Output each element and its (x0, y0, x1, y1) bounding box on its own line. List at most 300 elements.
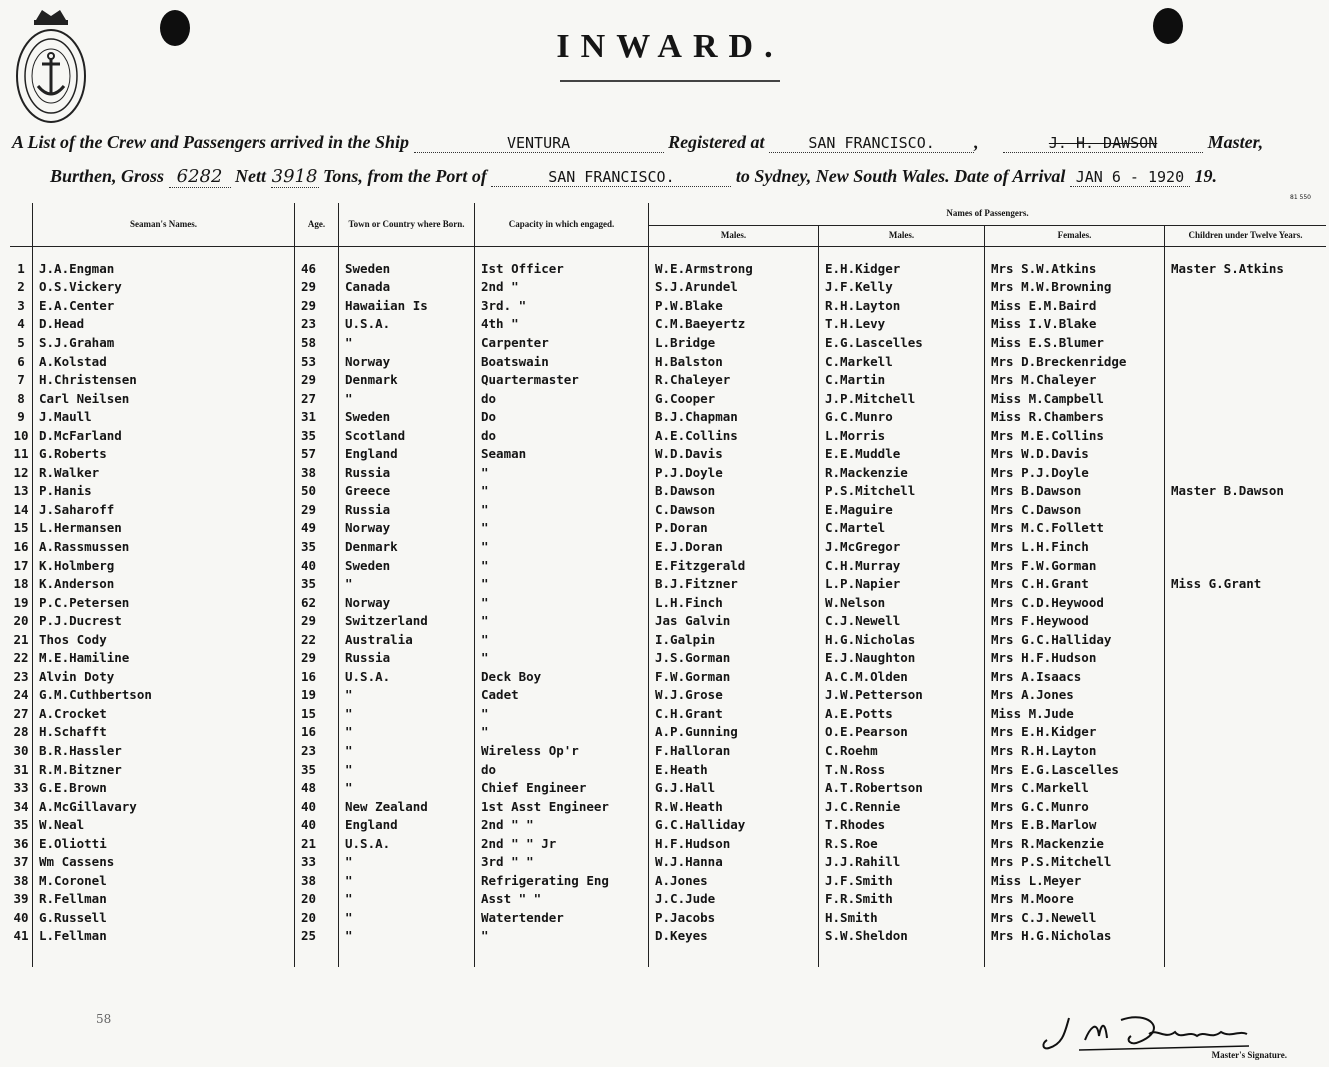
age: 16 (295, 667, 339, 686)
table-row (10, 778, 1326, 797)
birthplace: " (339, 389, 475, 408)
passenger-male-1: W.J.Grose (649, 686, 819, 705)
table-row (10, 278, 1326, 297)
passenger-child (1165, 519, 1327, 538)
passenger-male-1: L.H.Finch (649, 593, 819, 612)
birthplace: " (339, 686, 475, 705)
row-number: 12 (13, 464, 29, 480)
passenger-male-2: A.C.M.Olden (819, 667, 985, 686)
seaman-name: D.Head (33, 315, 295, 334)
arrival-date: JAN 6 - 1920 (1070, 168, 1190, 187)
table-row (10, 519, 1326, 538)
table-row (10, 482, 1326, 501)
passenger-male-2: R.Mackenzie (819, 463, 985, 482)
passenger-female: Mrs M.Chaleyer (985, 370, 1165, 389)
birthplace: Denmark (339, 537, 475, 556)
row-number: 15 (13, 520, 29, 536)
capacity: Cadet (475, 686, 649, 705)
capacity: " (475, 519, 649, 538)
seaman-name: M.E.Hamiline (33, 648, 295, 667)
table-row (10, 815, 1326, 834)
row-number: 11 (13, 446, 29, 462)
master-signature (1039, 1010, 1269, 1054)
table-row (10, 463, 1326, 482)
seaman-name: K.Holmberg (33, 556, 295, 575)
seaman-name: Carl Neilsen (33, 389, 295, 408)
seaman-name: A.Rassmussen (33, 537, 295, 556)
age: 35 (295, 426, 339, 445)
nett-tons: 3918 (271, 166, 318, 187)
passenger-male-1: C.Dawson (649, 500, 819, 519)
passenger-male-1: F.W.Gorman (649, 667, 819, 686)
capacity: " (475, 723, 649, 742)
passenger-male-2: W.Nelson (819, 593, 985, 612)
passenger-child (1165, 593, 1327, 612)
capacity: do (475, 760, 649, 779)
header-capacity: Capacity in which engaged. (475, 203, 649, 247)
passenger-child (1165, 389, 1327, 408)
table-row (10, 648, 1326, 667)
passenger-male-1: C.M.Baeyertz (649, 315, 819, 334)
punch-hole-left (160, 10, 190, 46)
age: 25 (295, 927, 339, 968)
seaman-name: M.Coronel (33, 871, 295, 890)
row-number: 10 (13, 427, 29, 443)
passenger-male-1: D.Keyes (649, 927, 819, 968)
row-number: 1 (17, 260, 25, 276)
passenger-male-1: L.Bridge (649, 333, 819, 352)
table-row (10, 537, 1326, 556)
row-number: 3 (17, 297, 25, 313)
table-row (10, 556, 1326, 575)
passenger-female: Mrs P.J.Doyle (985, 463, 1165, 482)
passenger-male-1: G.Cooper (649, 389, 819, 408)
age: 50 (295, 482, 339, 501)
passenger-male-2: R.H.Layton (819, 296, 985, 315)
row-number: 27 (13, 705, 29, 721)
document-title: INWARD. (556, 28, 784, 65)
seaman-name: G.Russell (33, 908, 295, 927)
age: 29 (295, 611, 339, 630)
table-row (10, 927, 1326, 968)
row-number: 38 (13, 872, 29, 888)
table-row (10, 704, 1326, 723)
table-row (10, 686, 1326, 705)
passenger-male-2: C.Martin (819, 370, 985, 389)
row-number: 13 (13, 483, 29, 499)
row-number: 39 (13, 891, 29, 907)
passenger-male-1: I.Galpin (649, 630, 819, 649)
passenger-male-2: E.E.Muddle (819, 444, 985, 463)
capacity: " (475, 500, 649, 519)
table-row (10, 853, 1326, 872)
row-number: 40 (13, 909, 29, 925)
capacity: do (475, 426, 649, 445)
passenger-male-2: J.F.Kelly (819, 278, 985, 297)
age: 53 (295, 352, 339, 371)
age: 29 (295, 296, 339, 315)
margin-note: 58 (96, 1012, 112, 1026)
table-row (10, 760, 1326, 779)
row-number: 20 (13, 613, 29, 629)
row-number: 21 (13, 631, 29, 647)
seaman-name: R.Fellman (33, 890, 295, 909)
passenger-female: Mrs R.Mackenzie (985, 834, 1165, 853)
seaman-name: Thos Cody (33, 630, 295, 649)
passenger-child (1165, 370, 1327, 389)
age: 38 (295, 463, 339, 482)
passenger-male-1: B.Dawson (649, 482, 819, 501)
passenger-male-2: C.Martel (819, 519, 985, 538)
passenger-child (1165, 556, 1327, 575)
capacity: Wireless Op'r (475, 741, 649, 760)
seaman-name: Wm Cassens (33, 853, 295, 872)
passenger-male-2: T.N.Ross (819, 760, 985, 779)
row-number: 19 (13, 594, 29, 610)
birthplace: Sweden (339, 407, 475, 426)
birthplace: New Zealand (339, 797, 475, 816)
passenger-male-1: C.H.Grant (649, 704, 819, 723)
birthplace: U.S.A. (339, 315, 475, 334)
passenger-child (1165, 426, 1327, 445)
capacity: " (475, 537, 649, 556)
passenger-female: Miss M.Jude (985, 704, 1165, 723)
passenger-female: Mrs M.Moore (985, 890, 1165, 909)
capacity: " (475, 482, 649, 501)
passenger-child (1165, 463, 1327, 482)
passenger-child (1165, 611, 1327, 630)
age: 20 (295, 908, 339, 927)
signature-label: Master's Signature. (1211, 1050, 1287, 1060)
passenger-male-1: B.J.Fitzner (649, 574, 819, 593)
passenger-child (1165, 667, 1327, 686)
passenger-female: Mrs A.Jones (985, 686, 1165, 705)
table-row (10, 426, 1326, 445)
age: 20 (295, 890, 339, 909)
passenger-male-1: J.C.Jude (649, 890, 819, 909)
birthplace: " (339, 333, 475, 352)
row-number: 8 (17, 390, 25, 406)
header-females: Females. (985, 226, 1165, 247)
passenger-male-1: Jas Galvin (649, 611, 819, 630)
capacity: " (475, 648, 649, 667)
passenger-child (1165, 741, 1327, 760)
passenger-child (1165, 834, 1327, 853)
passenger-male-2: C.H.Murray (819, 556, 985, 575)
passenger-male-2: O.E.Pearson (819, 723, 985, 742)
capacity: 4th " (475, 315, 649, 334)
birthplace: Norway (339, 519, 475, 538)
passenger-female: Mrs E.H.Kidger (985, 723, 1165, 742)
passenger-male-1: H.F.Hudson (649, 834, 819, 853)
birthplace: Sweden (339, 247, 475, 278)
seaman-name: H.Schafft (33, 723, 295, 742)
table-row (10, 797, 1326, 816)
header-line-1: A List of the Crew and Passengers arrived in the Ship VENTURA Registered at SAN FRANCISCO. , J. H. DAWSON Master, (12, 132, 1264, 152)
table-row (10, 908, 1326, 927)
passenger-male-1: E.Fitzgerald (649, 556, 819, 575)
age: 22 (295, 630, 339, 649)
capacity: Seaman (475, 444, 649, 463)
seaman-name: A.Kolstad (33, 352, 295, 371)
passenger-child (1165, 797, 1327, 816)
header-line-2: Burthen, Gross 6282 Nett 3918 Tons, from the Port of SAN FRANCISCO. to Sydney, New South Wales. Date of Arrival JAN 6 - 1920 19. (50, 166, 1217, 187)
passenger-male-2: L.Morris (819, 426, 985, 445)
passenger-male-2: A.T.Robertson (819, 778, 985, 797)
punch-hole-right (1153, 8, 1183, 44)
header-passengers: Names of Passengers. (649, 203, 1327, 226)
passenger-male-2: J.C.Rennie (819, 797, 985, 816)
capacity: 3rd " " (475, 853, 649, 872)
birthplace: England (339, 444, 475, 463)
birthplace: Scotland (339, 426, 475, 445)
row-number: 37 (13, 854, 29, 870)
seaman-name: G.Roberts (33, 444, 295, 463)
passenger-male-1: S.J.Arundel (649, 278, 819, 297)
passenger-child (1165, 407, 1327, 426)
seaman-name: G.E.Brown (33, 778, 295, 797)
row-number: 24 (13, 687, 29, 703)
seaman-name: L.Hermansen (33, 519, 295, 538)
age: 58 (295, 333, 339, 352)
birthplace: Canada (339, 278, 475, 297)
passenger-child (1165, 296, 1327, 315)
passenger-female: Mrs C.Markell (985, 778, 1165, 797)
row-number: 30 (13, 742, 29, 758)
row-number: 16 (13, 538, 29, 554)
age: 29 (295, 278, 339, 297)
passenger-child: Master S.Atkins (1165, 247, 1327, 278)
capacity: Refrigerating Eng (475, 871, 649, 890)
passenger-child (1165, 815, 1327, 834)
age: 21 (295, 834, 339, 853)
seaman-name: P.C.Petersen (33, 593, 295, 612)
table-row (10, 389, 1326, 408)
capacity: Deck Boy (475, 667, 649, 686)
passenger-child (1165, 315, 1327, 334)
birthplace: " (339, 723, 475, 742)
passenger-child: Master B.Dawson (1165, 482, 1327, 501)
birthplace: " (339, 890, 475, 909)
passenger-male-2: R.S.Roe (819, 834, 985, 853)
passenger-female: Mrs C.J.Newell (985, 908, 1165, 927)
row-number: 6 (17, 353, 25, 369)
passenger-male-1: E.Heath (649, 760, 819, 779)
seaman-name: J.A.Engman (33, 247, 295, 278)
age: 46 (295, 247, 339, 278)
passenger-female: Mrs E.G.Lascelles (985, 760, 1165, 779)
passenger-child (1165, 444, 1327, 463)
capacity: " (475, 704, 649, 723)
capacity: Chief Engineer (475, 778, 649, 797)
passenger-female: Mrs L.H.Finch (985, 537, 1165, 556)
passenger-female: Mrs M.C.Follett (985, 519, 1165, 538)
birthplace: Russia (339, 648, 475, 667)
birthplace: Denmark (339, 370, 475, 389)
seaman-name: B.R.Hassler (33, 741, 295, 760)
header-text-2b: Nett (235, 166, 267, 186)
passenger-male-2: F.R.Smith (819, 890, 985, 909)
passenger-female: Mrs S.W.Atkins (985, 247, 1165, 278)
row-number: 14 (13, 501, 29, 517)
age: 29 (295, 500, 339, 519)
birthplace: Sweden (339, 556, 475, 575)
passenger-child (1165, 927, 1327, 968)
passenger-female: Mrs G.C.Munro (985, 797, 1165, 816)
row-number: 22 (13, 650, 29, 666)
table-row (10, 834, 1326, 853)
capacity: 2nd " " Jr (475, 834, 649, 853)
capacity: Watertender (475, 908, 649, 927)
capacity: " (475, 611, 649, 630)
birthplace: U.S.A. (339, 834, 475, 853)
passenger-male-1: R.W.Heath (649, 797, 819, 816)
table-row (10, 723, 1326, 742)
birthplace: " (339, 927, 475, 968)
passenger-female: Mrs G.C.Halliday (985, 630, 1165, 649)
seaman-name: G.M.Cuthbertson (33, 686, 295, 705)
row-number: 28 (13, 724, 29, 740)
passenger-female: Miss I.V.Blake (985, 315, 1165, 334)
seaman-name: A.McGillavary (33, 797, 295, 816)
passenger-male-1: G.C.Halliday (649, 815, 819, 834)
passenger-male-2: E.G.Lascelles (819, 333, 985, 352)
passenger-child (1165, 333, 1327, 352)
passenger-female: Mrs F.W.Gorman (985, 556, 1165, 575)
birthplace: Norway (339, 352, 475, 371)
passenger-child (1165, 908, 1327, 927)
passenger-male-1: H.Balston (649, 352, 819, 371)
passenger-male-2: L.P.Napier (819, 574, 985, 593)
age: 29 (295, 370, 339, 389)
from-port: SAN FRANCISCO. (491, 168, 731, 187)
age: 31 (295, 407, 339, 426)
birthplace: " (339, 760, 475, 779)
passenger-male-2: G.C.Munro (819, 407, 985, 426)
capacity: 3rd. " (475, 296, 649, 315)
master-name: J. H. DAWSON (1003, 134, 1203, 153)
passenger-child (1165, 890, 1327, 909)
capacity: 2nd " (475, 278, 649, 297)
birthplace: U.S.A. (339, 667, 475, 686)
birthplace: " (339, 778, 475, 797)
table-row (10, 315, 1326, 334)
passenger-male-1: P.Doran (649, 519, 819, 538)
seaman-name: O.S.Vickery (33, 278, 295, 297)
crew-passenger-table (10, 203, 1326, 967)
birthplace: Hawaiian Is (339, 296, 475, 315)
age: 35 (295, 760, 339, 779)
title-rule (560, 80, 780, 82)
row-number: 34 (13, 798, 29, 814)
header-text-2c: Tons, from the Port of (323, 166, 487, 186)
birthplace: Norway (339, 593, 475, 612)
seaman-name: R.Walker (33, 463, 295, 482)
row-number: 23 (13, 668, 29, 684)
row-number: 35 (13, 817, 29, 833)
capacity: " (475, 927, 649, 968)
passenger-female: Mrs H.G.Nicholas (985, 927, 1165, 968)
row-number: 31 (13, 761, 29, 777)
capacity: Quartermaster (475, 370, 649, 389)
capacity: " (475, 556, 649, 575)
seaman-name: D.McFarland (33, 426, 295, 445)
passenger-male-1: G.J.Hall (649, 778, 819, 797)
passenger-male-2: J.W.Petterson (819, 686, 985, 705)
seaman-name: P.Hanis (33, 482, 295, 501)
passenger-child (1165, 630, 1327, 649)
age: 35 (295, 574, 339, 593)
passenger-female: Mrs C.Dawson (985, 500, 1165, 519)
passenger-female: Miss E.M.Baird (985, 296, 1165, 315)
passenger-child (1165, 778, 1327, 797)
passenger-female: Mrs C.H.Grant (985, 574, 1165, 593)
table-row (10, 630, 1326, 649)
birthplace: Russia (339, 463, 475, 482)
passenger-male-1: R.Chaleyer (649, 370, 819, 389)
passenger-male-2: H.Smith (819, 908, 985, 927)
age: 35 (295, 537, 339, 556)
passenger-female: Mrs M.W.Browning (985, 278, 1165, 297)
table-row (10, 352, 1326, 371)
row-number: 36 (13, 835, 29, 851)
age: 57 (295, 444, 339, 463)
capacity: " (475, 574, 649, 593)
passenger-child (1165, 648, 1327, 667)
table-row (10, 574, 1326, 593)
passenger-male-1: W.E.Armstrong (649, 247, 819, 278)
passenger-female: Mrs B.Dawson (985, 482, 1165, 501)
passenger-female: Miss L.Meyer (985, 871, 1165, 890)
header-seaman: Seaman's Names. (33, 203, 295, 247)
table-body (10, 247, 1326, 968)
row-number: 17 (13, 557, 29, 573)
table-row (10, 247, 1326, 278)
seaman-name: R.M.Bitzner (33, 760, 295, 779)
capacity: Do (475, 407, 649, 426)
row-number: 4 (17, 316, 25, 332)
birthplace: Greece (339, 482, 475, 501)
age: 62 (295, 593, 339, 612)
seaman-name: H.Christensen (33, 370, 295, 389)
passenger-child (1165, 278, 1327, 297)
row-number: 7 (17, 372, 25, 388)
header-text-1b: Registered at (668, 132, 765, 152)
age: 40 (295, 797, 339, 816)
table-row (10, 370, 1326, 389)
passenger-male-1: W.D.Davis (649, 444, 819, 463)
age: 40 (295, 815, 339, 834)
table-row (10, 611, 1326, 630)
age: 15 (295, 704, 339, 723)
birthplace: England (339, 815, 475, 834)
header-text-2a: Burthen, Gross (50, 166, 165, 186)
passenger-male-1: A.Jones (649, 871, 819, 890)
capacity: Boatswain (475, 352, 649, 371)
age: 16 (295, 723, 339, 742)
seaman-name: S.J.Graham (33, 333, 295, 352)
ship-name: VENTURA (414, 134, 664, 153)
table-row (10, 296, 1326, 315)
passenger-male-2: C.Roehm (819, 741, 985, 760)
row-number: 2 (17, 279, 25, 295)
passenger-male-1: P.J.Doyle (649, 463, 819, 482)
capacity: 2nd " " (475, 815, 649, 834)
birthplace: " (339, 574, 475, 593)
birthplace: " (339, 871, 475, 890)
passenger-female: Mrs P.S.Mitchell (985, 853, 1165, 872)
birthplace: " (339, 908, 475, 927)
